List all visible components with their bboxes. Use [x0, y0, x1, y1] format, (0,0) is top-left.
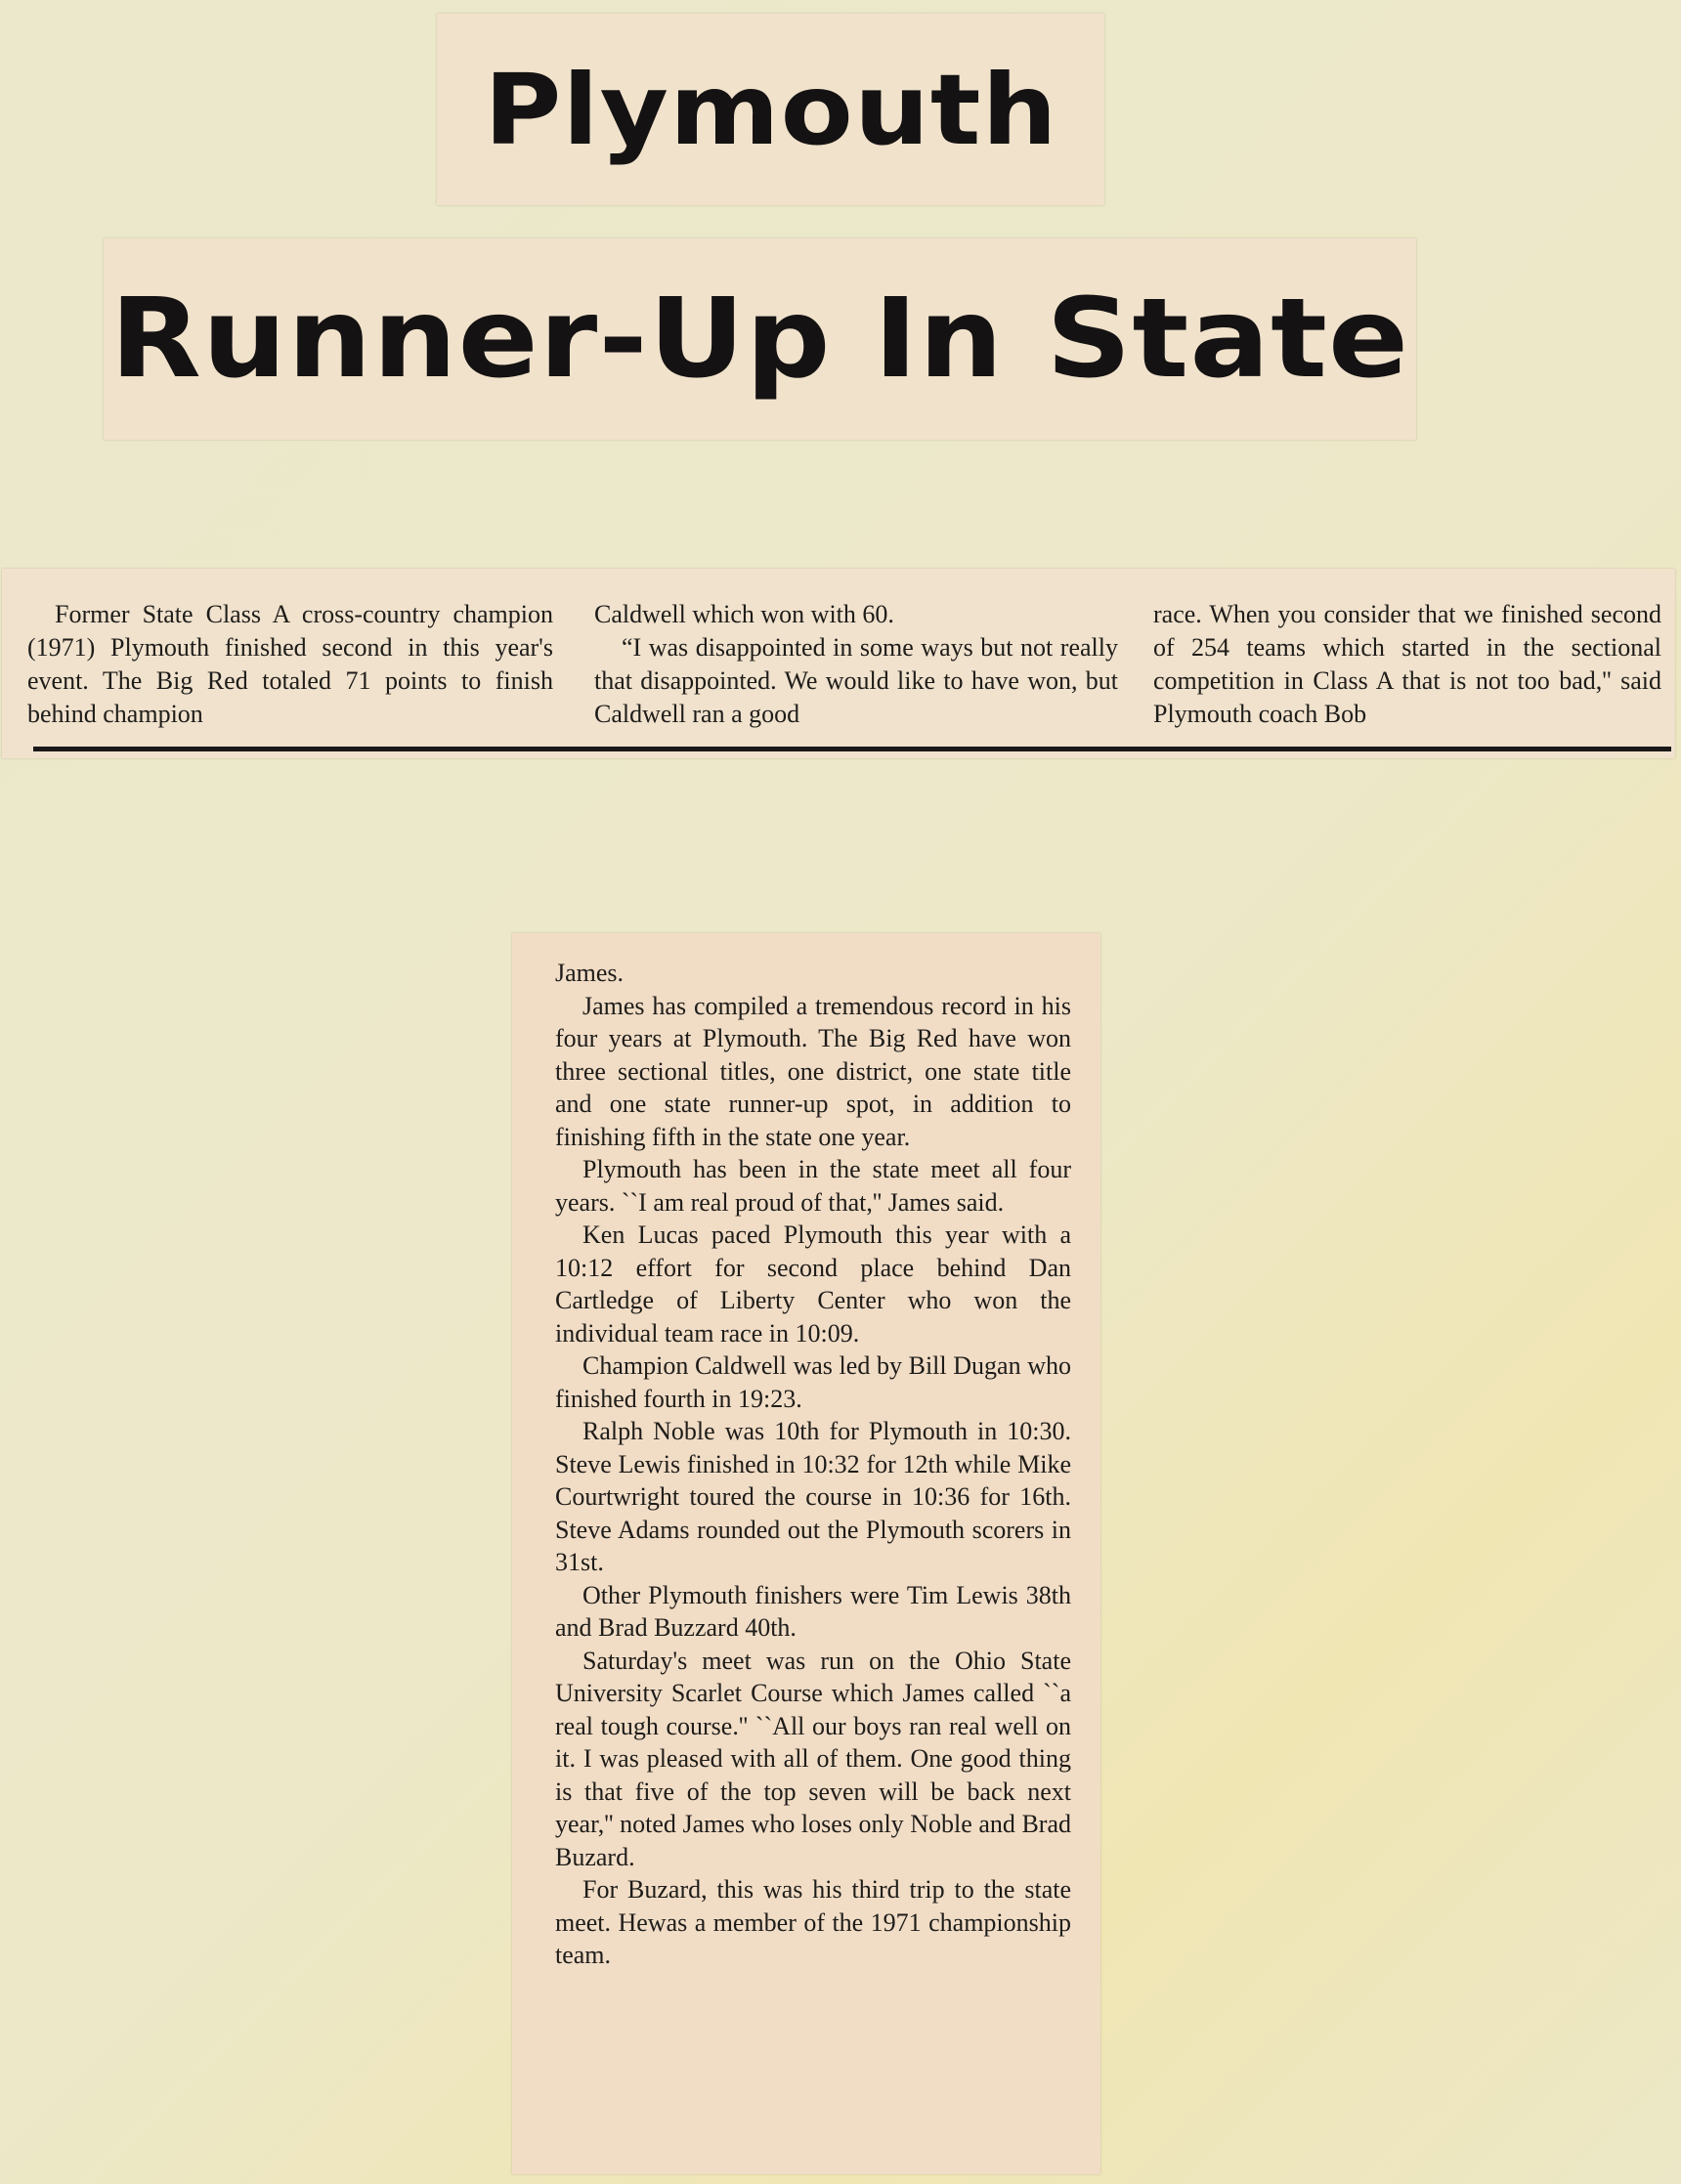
- continuation-clipping: [512, 933, 1100, 2174]
- article-paragraph: For Buzard, this was his third trip to the state meet. Hewas a member of the 1971 championship team.: [555, 1875, 1071, 1969]
- article-paragraph: James.: [555, 959, 625, 987]
- article-column-2: [594, 598, 1118, 731]
- article-paragraph: Former State Class A cross-country champion (1971) Plymouth finished second in this year's event. The Big Red totaled 71 points to finish behind champion: [27, 600, 553, 728]
- article-paragraph: Plymouth has been in the state meet all four years. ``I am real proud of that,'' James said.: [555, 1155, 1071, 1217]
- article-paragraph: Champion Caldwell was led by Bill Dugan who finished fourth in 19:23.: [555, 1351, 1071, 1413]
- article-paragraph: race. When you consider that we finished second of 254 teams which started in the sectional competition in Class A that is not too bad,'' said Plymouth coach Bob: [1153, 600, 1661, 728]
- headline-line-1: Plymouth: [483, 52, 1058, 167]
- article-paragraph: Other Plymouth finishers were Tim Lewis 38th and Brad Buzzard 40th.: [555, 1580, 1071, 1642]
- lead-article-strip: [2, 569, 1675, 758]
- column-rule-divider: [33, 747, 1671, 751]
- article-paragraph: James has compiled a tremendous record in his four years at Plymouth. The Big Red have won three sectional titles, one district, one state title and one state runner-up spot, in addition to finishing fifth in the state one year.: [555, 991, 1071, 1151]
- article-paragraph: Saturday's meet was run on the Ohio State University Scarlet Course which James called ``a real tough course.'' ``All our boys ran real well on it. I was pleased with all of them. One good thing is that five of the top seven will be back next year,'' noted James who loses only Noble and Brad Buzard.: [555, 1646, 1071, 1871]
- article-column-1: [27, 598, 553, 731]
- headline-line-2: Runner-Up In State: [109, 276, 1410, 403]
- headline-clipping-top: [437, 14, 1104, 205]
- article-paragraph: Ralph Noble was 10th for Plymouth in 10:30. Steve Lewis finished in 10:32 for 12th while Mike Courtwright toured the course in 10:36 for 16th. Steve Adams rounded out the Plymouth scorers in 31st.: [555, 1417, 1071, 1576]
- headline-clipping-bottom: [104, 238, 1416, 440]
- continuation-text: [555, 957, 1071, 1972]
- article-paragraph: Caldwell which won with 60.: [594, 600, 894, 628]
- article-paragraph: “I was disappointed in some ways but not really that disappointed. We would like to have won, but Caldwell ran a good: [594, 633, 1118, 728]
- article-column-3: [1153, 598, 1661, 731]
- article-paragraph: Ken Lucas paced Plymouth this year with a 10:12 effort for second place behind Dan Cartledge of Liberty Center who won the individual team race in 10:09.: [555, 1220, 1071, 1348]
